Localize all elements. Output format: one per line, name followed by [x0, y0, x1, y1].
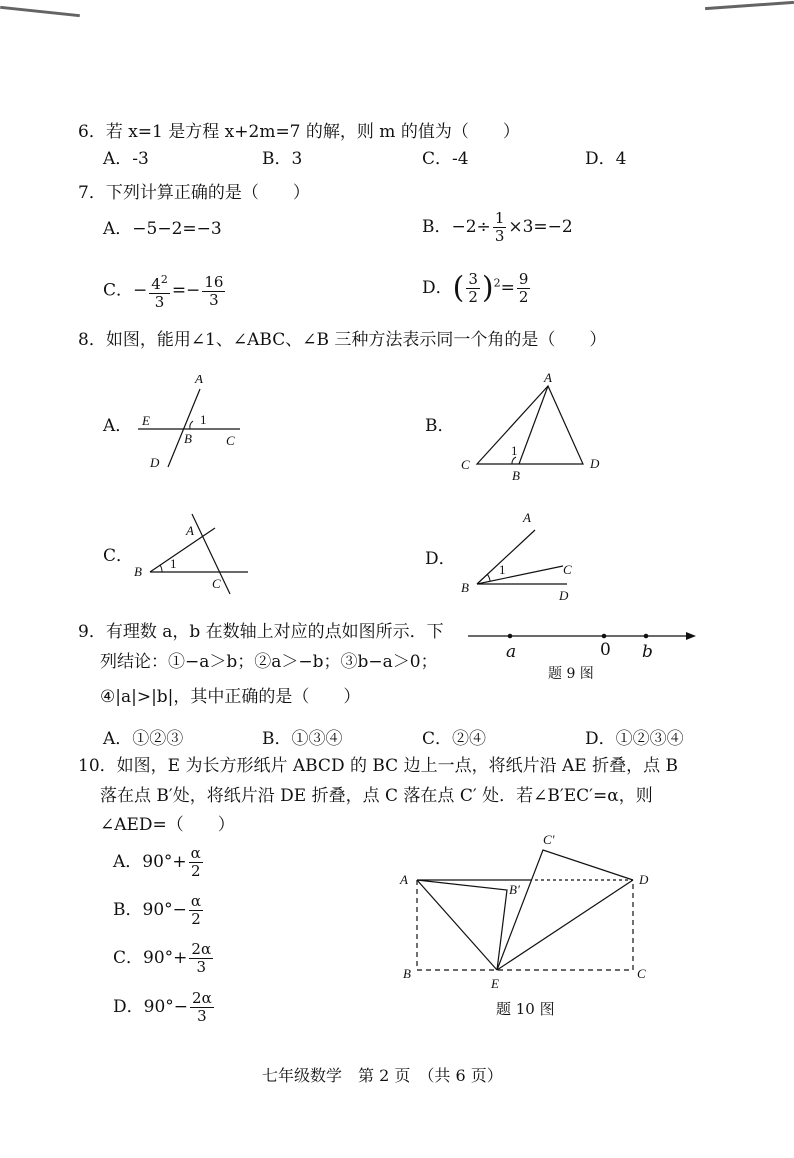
svg-text:C': C'	[543, 832, 555, 847]
q9-axis-label-b: b	[642, 642, 653, 662]
fraction: $\frac{\alpha}{2}$	[190, 844, 201, 880]
svg-text:A: A	[544, 370, 552, 385]
q8-figure-d	[455, 508, 595, 603]
scan-mark-left	[0, 6, 80, 17]
svg-text:A: A	[195, 375, 203, 386]
svg-text:D: D	[559, 588, 569, 603]
q6-option-c: C．-4	[422, 149, 469, 169]
q7-option-a: A．−5−2=−3	[103, 219, 222, 239]
fraction: $\frac{1}{3}$	[494, 209, 505, 245]
svg-text:E: E	[491, 976, 499, 991]
q9-line3: ④|a|>|b|，其中正确的是（ ）	[100, 687, 361, 707]
q10-option-b: B．90°− $\frac{\alpha}{2}$	[113, 892, 202, 928]
svg-text:C: C	[212, 576, 221, 591]
q8-figure-c	[130, 508, 260, 598]
q10-line2: 落在点 B′处，将纸片沿 DE 折叠，点 C 落在点 C′ 处．若∠B′EC′=α，则	[100, 786, 653, 806]
q6-option-b: B．3	[262, 149, 303, 169]
q8-figure-a	[130, 375, 260, 475]
fraction: $\frac{16}{3}$	[204, 272, 224, 309]
fraction: $\frac{\alpha}{2}$	[190, 892, 202, 928]
svg-text:B: B	[512, 468, 520, 483]
svg-text:B: B	[403, 966, 411, 981]
q8-label-a: A．	[103, 416, 133, 436]
svg-text:C: C	[461, 457, 470, 472]
fraction: $\frac{4^2}{3}$	[151, 273, 168, 311]
svg-text:E: E	[142, 413, 150, 428]
svg-text:C: C	[563, 562, 572, 577]
svg-text:1: 1	[511, 443, 518, 458]
fraction: $\frac{2\alpha}{3}$	[192, 989, 212, 1025]
q7-option-d: D．( $\frac{3}{2}$ )$^2$= $\frac{9}{2}$	[422, 270, 529, 306]
fraction: $\frac{9}{2}$	[518, 270, 529, 306]
svg-text:1: 1	[200, 412, 207, 427]
scan-mark-right	[705, 1, 794, 10]
q9-line2: 列结论：①−a＞b；②a＞−b；③b−a＞0；	[100, 652, 438, 672]
q7-stem: 7．下列计算正确的是（ ）	[78, 183, 310, 203]
q9-line1: 9．有理数 a，b 在数轴上对应的点如图所示．下	[78, 622, 444, 642]
q9-option-a: A．①②③	[103, 729, 184, 749]
q10-caption: 题 10 图	[496, 1000, 555, 1018]
q10-line1: 10．如图，E 为长方形纸片 ABCD 的 BC 边上一点，将纸片沿 AE 折叠，点 B	[78, 756, 678, 776]
q8-label-b: B．	[425, 416, 455, 436]
svg-text:C: C	[226, 433, 235, 448]
q7-option-c: C．− $\frac{4^2}{3}$ =− $\frac{16}{3}$	[103, 272, 224, 311]
q6-option-d: D．4	[585, 149, 627, 169]
q9-option-d: D．①②③④	[585, 729, 684, 749]
q10-option-c: C．90°+ $\frac{2\alpha}{3}$	[113, 940, 212, 976]
svg-text:1: 1	[170, 556, 177, 571]
page-footer: 七年级数学 第 2 页 （共 6 页）	[262, 1066, 503, 1085]
q8-figure-b	[455, 368, 615, 488]
svg-text:C: C	[637, 966, 646, 981]
fraction: $\frac{3}{2}$	[468, 270, 478, 306]
q10-option-a: A．90°+ $\frac{\alpha}{2}$	[113, 844, 201, 880]
svg-text:A: A	[523, 510, 531, 525]
fraction: $\frac{2\alpha}{3}$	[191, 940, 212, 976]
svg-text:D: D	[590, 456, 600, 471]
q8-label-d: D．	[425, 549, 456, 569]
q10-figure	[395, 828, 660, 993]
svg-text:A: A	[400, 872, 408, 887]
q9-axis-label-zero: 0	[600, 640, 611, 660]
svg-text:D: D	[639, 872, 649, 887]
svg-text:A: A	[186, 523, 194, 538]
q9-option-b: B．①③④	[262, 729, 343, 749]
svg-text:B: B	[134, 564, 142, 579]
q10-option-d: D．90°− $\frac{2\alpha}{3}$	[113, 989, 212, 1025]
svg-text:B': B'	[509, 882, 520, 897]
svg-text:D: D	[150, 455, 160, 470]
q10-line3: ∠AED=（ ）	[100, 815, 235, 835]
svg-text:1: 1	[499, 562, 506, 577]
q8-label-c: C．	[103, 546, 134, 566]
q9-axis-label-a: a	[506, 642, 517, 662]
q9-number-line	[468, 624, 698, 660]
q9-option-c: C．②④	[422, 729, 487, 749]
q6-option-a: A．-3	[103, 149, 149, 169]
q9-caption: 题 9 图	[548, 666, 594, 682]
q8-stem: 8．如图，能用∠1、∠ABC、∠B 三种方法表示同一个角的是（ ）	[78, 330, 607, 350]
svg-text:B: B	[461, 580, 469, 595]
svg-text:B: B	[184, 431, 192, 446]
q7-option-b: B．−2÷ $\frac{1}{3}$ ×3=−2	[422, 209, 573, 245]
q6-stem: 6．若 x=1 是方程 x+2m=7 的解，则 m 的值为（ ）	[78, 122, 520, 142]
